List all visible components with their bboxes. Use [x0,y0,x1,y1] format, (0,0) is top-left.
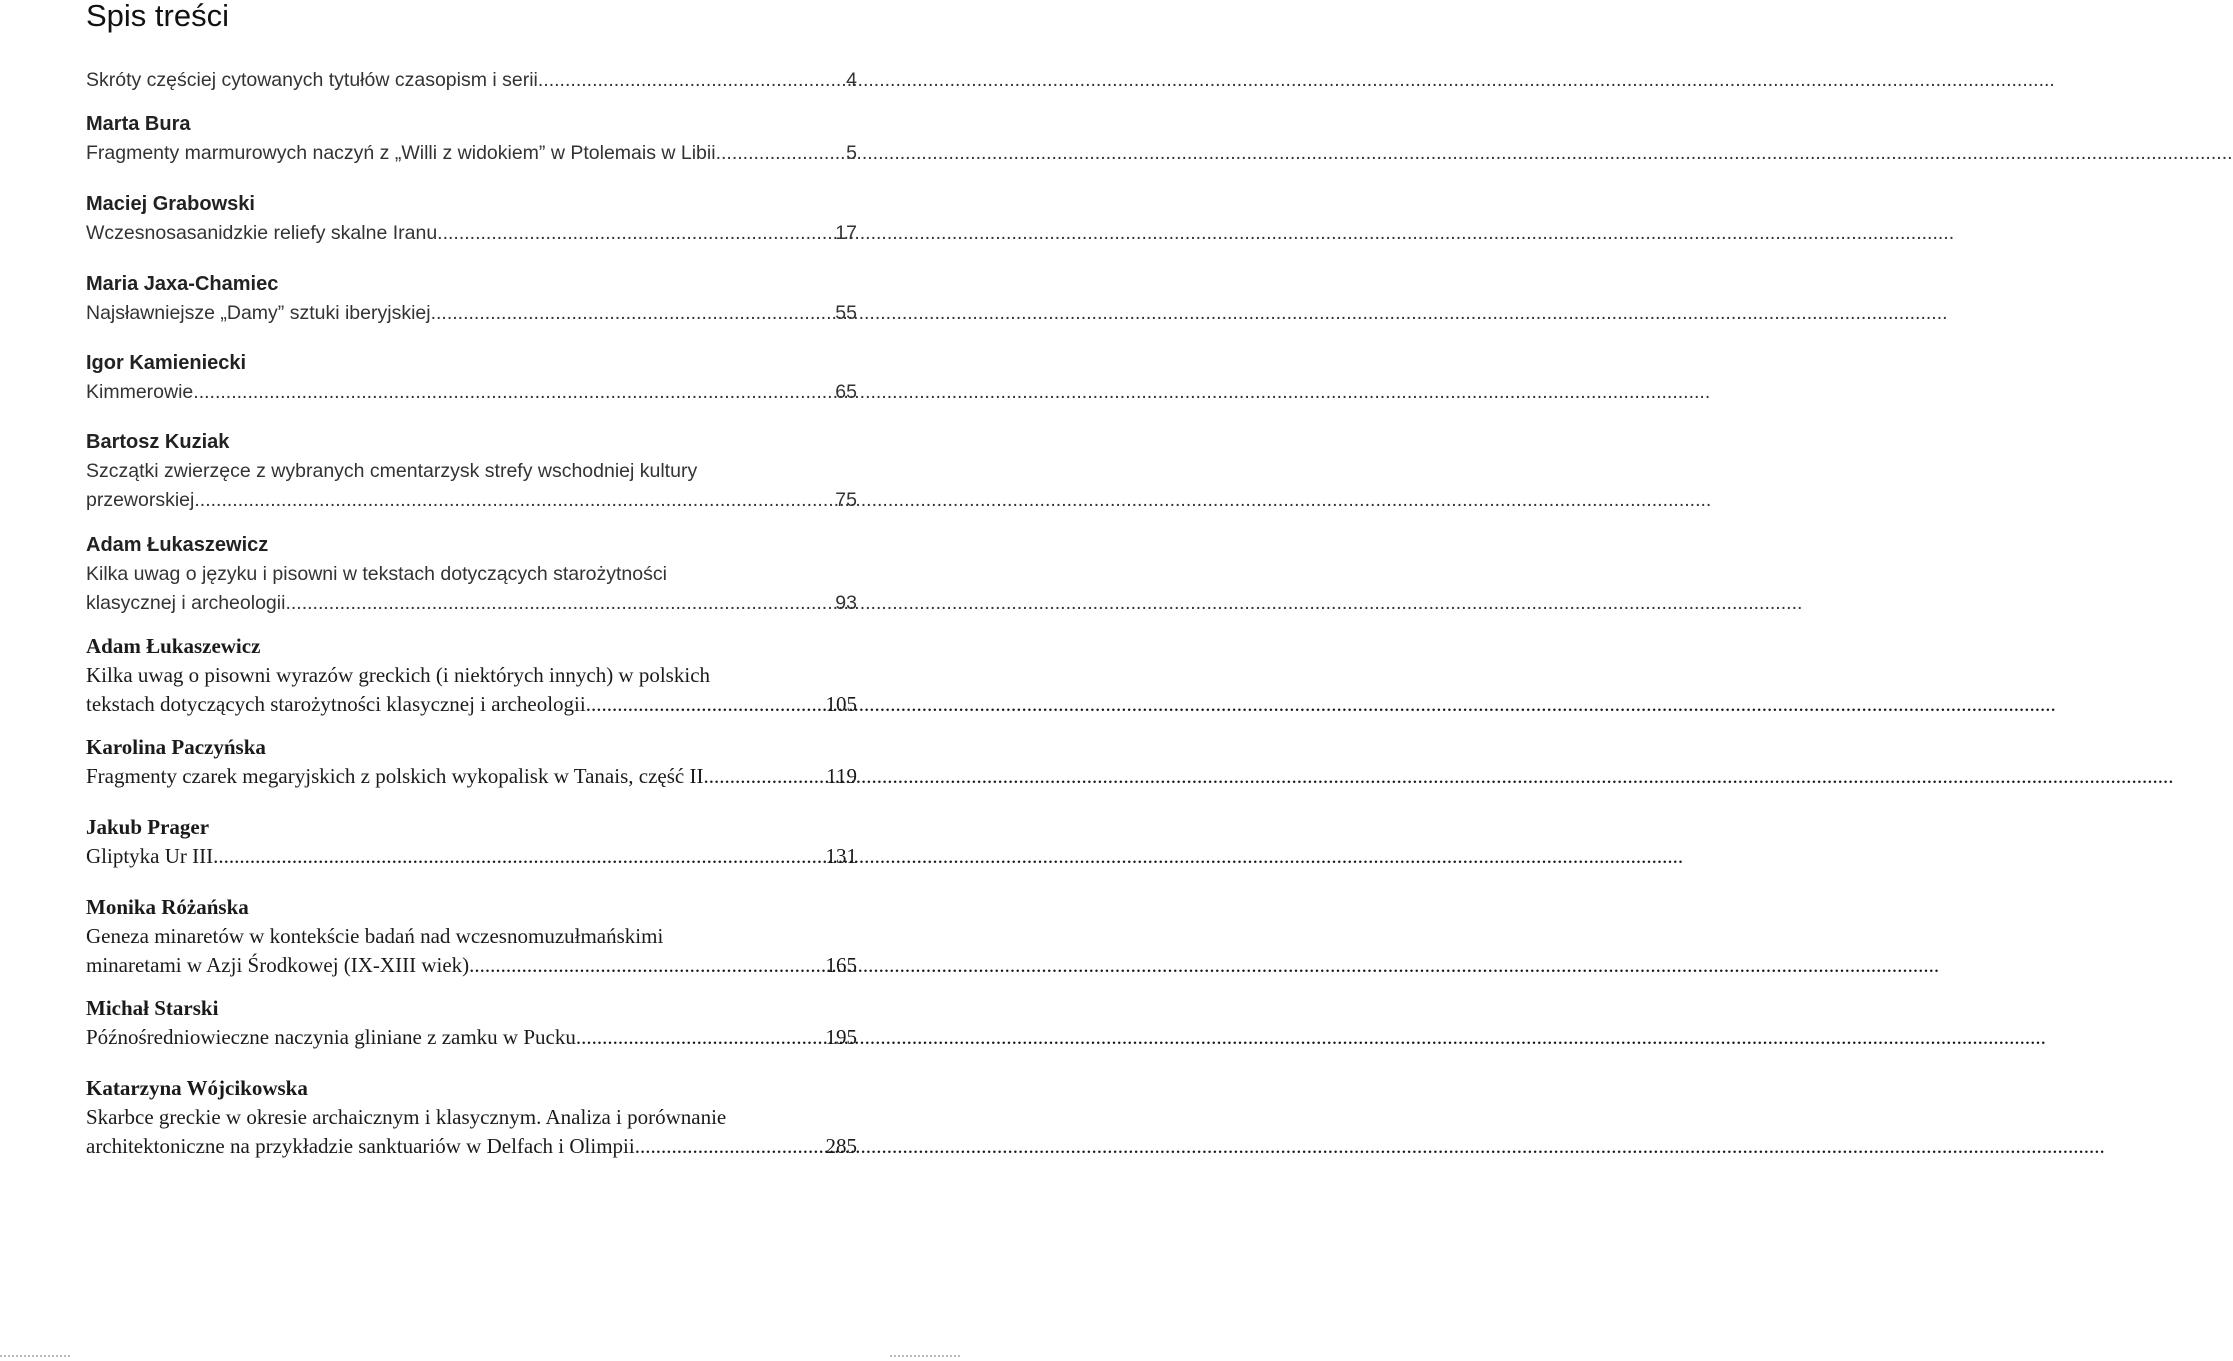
toc-entry [86,428,857,515]
page-title: Spis treści [86,0,229,33]
toc-title-line: Najsławniejsze „Damy” sztuki iberyjskiej [86,302,431,324]
toc-page-number: 55 [835,302,857,324]
toc-author: Bartosz Kuziak [86,431,230,453]
toc-entry [86,632,857,719]
toc-title-line: Wczesnosasanidzkie reliefy skalne Iranu [86,222,438,244]
toc-title-line: Skarbce greckie w okresie archaicznym i klasycznym. Analiza i porównanie [86,1105,727,1129]
toc-page-number: 65 [835,381,857,403]
toc-title-row[interactable] [86,299,857,328]
toc-page-number: 5 [846,142,857,164]
toc-leader-dots [703,762,814,791]
toc-leader-dots [576,1023,814,1052]
toc-author: Marta Bura [86,113,191,135]
toc-entry [86,270,857,328]
toc-title-row[interactable] [86,842,857,871]
scan-artifact-right [890,1355,960,1361]
toc-entry [86,813,857,871]
toc-leader-dots [431,299,821,328]
toc-title-line: Skróty częściej cytowanych tytułów czasopism i serii [86,69,538,91]
toc-page-number: 75 [835,489,857,511]
toc-leader-dots [538,66,821,95]
toc-title-line: Kimmerowie [86,381,194,403]
toc-author: Karolina Paczyńska [86,735,266,759]
toc-author: Maciej Grabowski [86,193,255,215]
toc-entry [86,733,857,791]
toc-leader-dots [716,139,821,168]
toc-author: Adam Łukaszewicz [86,534,269,556]
toc-page-number: 93 [835,592,857,614]
toc-page-number: 285 [825,1134,857,1158]
toc-page-number: 4 [846,69,857,91]
toc-title-row[interactable] [86,589,857,618]
toc-title-row[interactable] [86,690,857,719]
toc-author: Maria Jaxa-Chamiec [86,273,279,295]
toc-author: Jakub Prager [86,815,210,839]
toc-title-line: klasycznej i archeologii [86,592,286,614]
toc-entry [86,190,857,248]
toc-entry [86,110,857,168]
toc-title-line: Kilka uwag o języku i pisowni w tekstach dotyczących starożytności [86,563,667,585]
toc-author: Monika Różańska [86,895,249,919]
toc-entry [86,1074,857,1161]
toc-leader-dots [194,486,821,515]
toc-entry [86,893,857,980]
toc-title-line: tekstach dotyczących starożytności klasycznej i archeologii [86,692,586,716]
toc-title-row[interactable] [86,1132,857,1161]
toc-page-number: 17 [835,222,857,244]
toc-page-number: 105 [825,692,857,716]
toc-title-line: Szczątki zwierzęce z wybranych cmentarzysk strefy wschodniej kultury [86,460,698,482]
toc-title-row[interactable] [86,378,857,407]
toc-leader-dots [469,951,813,980]
toc-author: Michał Starski [86,996,219,1020]
toc-leader-dots [193,378,821,407]
toc-entry [86,531,857,618]
scan-artifact-left [0,1355,70,1361]
toc-leader-dots [285,589,821,618]
toc-title-line: Późnośredniowieczne naczynia gliniane z zamku w Pucku [86,1025,576,1049]
toc-title-line: Gliptyka Ur III [86,844,214,868]
toc-title-line: Geneza minaretów w kontekście badań nad wczesnomuzułmańskimi [86,924,664,948]
toc-title-line: Fragmenty marmurowych naczyń z „Willi z widokiem” w Ptolemais w Libii [86,142,716,164]
toc-title-row[interactable] [86,66,857,95]
toc-leader-dots [213,842,813,871]
toc-title-row[interactable] [86,219,857,248]
toc-author: Katarzyna Wójcikowska [86,1076,308,1100]
toc-entry [86,349,857,407]
toc-title-line: Kilka uwag o pisowni wyrazów greckich (i niektórych innych) w polskich [86,663,711,687]
toc-page-number: 131 [825,844,857,868]
toc-entry [86,66,857,95]
toc-author: Adam Łukaszewicz [86,634,261,658]
toc-title-row[interactable] [86,951,857,980]
toc-leader-dots [586,690,814,719]
toc-leader-dots [635,1132,814,1161]
toc-page-number: 119 [826,764,857,788]
toc-title-row[interactable] [86,139,857,168]
toc-title-row[interactable] [86,1023,857,1052]
toc-title-line: minaretami w Azji Środkowej (IX-XIII wiek) [86,953,470,977]
toc-author: Igor Kamieniecki [86,352,247,374]
toc-title-line: architektoniczne na przykładzie sanktuariów w Delfach i Olimpii [86,1134,635,1158]
toc-page-number: 195 [825,1025,857,1049]
toc-title-row[interactable] [86,762,857,791]
toc-title-row[interactable] [86,486,857,515]
toc-title-line: Fragmenty czarek megaryjskich z polskich wykopalisk w Tanais, część II [86,764,704,788]
toc-page-number: 165 [825,953,857,977]
toc-entry [86,994,857,1052]
toc-title-line: przeworskiej [86,489,195,511]
toc-leader-dots [437,219,821,248]
